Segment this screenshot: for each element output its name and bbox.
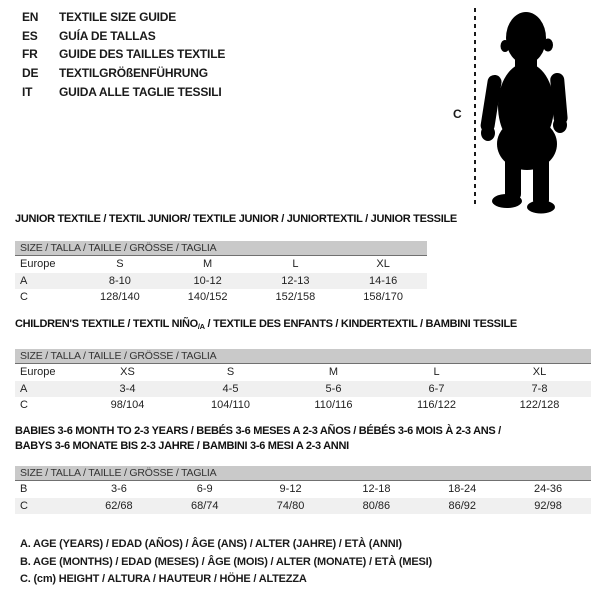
footnote-line: B. AGE (MONTHS) / EDAD (MESES) / ÂGE (MOIS) / ALTER (MONATE) / ETÀ (MESI) (20, 555, 432, 568)
height-measure-label: C (453, 107, 462, 121)
language-code: DE (22, 66, 39, 81)
size-cell: 3-6 (110, 483, 127, 496)
table-title (15, 424, 591, 454)
size-cell: 116/122 (417, 399, 456, 412)
size-cell: 8-10 (108, 274, 131, 287)
language-code: FR (22, 47, 38, 62)
size-cell: S (116, 258, 124, 271)
size-cell: 140/152 (187, 291, 228, 304)
table-row (15, 397, 591, 414)
row-label: A (20, 274, 28, 287)
table-row (15, 273, 427, 290)
size-cell: 5-6 (325, 382, 342, 395)
footnote-line: C. (cm) HEIGHT / ALTURA / HAUTEUR / HÖHE / ALTEZZA (20, 573, 307, 585)
babies-textile-table (15, 424, 591, 514)
row-label: A (20, 382, 28, 395)
table-title-segment: CHILDREN'S TEXTILE / TEXTIL NIÑO (15, 318, 198, 330)
row-label: Europe (20, 258, 56, 271)
baby-silhouette-icon (478, 5, 600, 215)
childrens-textile-table (15, 317, 591, 414)
size-cell: S (226, 366, 235, 379)
row-label: C (20, 399, 28, 412)
size-cell: XL (376, 258, 390, 271)
table-title-line (15, 439, 591, 454)
language-code: IT (22, 84, 33, 99)
size-cell: 128/140 (99, 291, 140, 304)
language-label: GUIDA ALLE TAGLIE TESSILI (59, 84, 222, 99)
legend-footnotes (20, 536, 432, 589)
table-title-line (15, 212, 457, 227)
language-code: ES (22, 28, 38, 43)
table-title-line (15, 424, 591, 439)
size-header-bar: SIZE / TALLA / TAILLE / GRÖSSE / TAGLIA (15, 466, 591, 481)
size-cell: L (292, 258, 299, 271)
row-label: Europe (20, 366, 56, 379)
row-label: C (20, 499, 28, 512)
size-cell: 12-13 (281, 274, 310, 287)
size-cell: 18-24 (448, 483, 477, 496)
size-cell: XS (120, 366, 135, 379)
table-title (15, 212, 457, 227)
size-cell: M (203, 258, 213, 271)
table-row (15, 498, 591, 515)
language-label: TEXTILE SIZE GUIDE (59, 10, 177, 25)
table-row (15, 381, 591, 398)
table-row (15, 256, 427, 273)
size-cell: 86/92 (448, 499, 476, 512)
row-label: B (20, 483, 28, 496)
size-cell: 122/128 (519, 399, 560, 412)
size-cell: 152/158 (275, 291, 316, 304)
junior-textile-table (15, 212, 457, 306)
size-cell: 98/104 (110, 399, 145, 412)
language-row (22, 27, 225, 46)
size-cell: 4-5 (222, 382, 239, 395)
size-cell: XL (532, 366, 547, 379)
size-cell: 7-8 (531, 382, 548, 395)
size-cell: 158/170 (363, 291, 403, 304)
footnote-line: A. AGE (YEARS) / EDAD (AÑOS) / ÂGE (ANS) / ALTER (JAHRE) / ETÀ (ANNI) (20, 538, 402, 550)
language-list (22, 8, 225, 101)
table-row (15, 364, 591, 381)
table-row (15, 481, 591, 498)
size-cell: 110/116 (314, 399, 353, 412)
size-cell: L (433, 366, 440, 379)
size-header-bar: SIZE / TALLA / TAILLE / GRÖSSE / TAGLIA (15, 241, 427, 256)
language-row (22, 64, 225, 83)
language-label: GUIDE DES TAILLES TEXTILE (59, 47, 226, 62)
table-title-segment: / TEXTILE DES ENFANTS / KINDERTEXTIL / BAMBINI TESSILE (204, 318, 517, 330)
language-row (22, 82, 225, 101)
size-cell: 14-16 (369, 274, 398, 287)
size-cell: 3-4 (119, 382, 136, 395)
table-title-line (15, 317, 591, 334)
size-cell: 74/80 (276, 499, 305, 512)
size-cell: M (328, 366, 339, 379)
size-cell: 62/68 (105, 499, 133, 512)
size-cell: 12-18 (362, 483, 391, 496)
language-row (22, 45, 225, 64)
table-title-segment: BABIES 3-6 MONTH TO 2-3 YEARS / BEBÉS 3-6 MESES A 2-3 AÑOS / BÉBÉS 3-6 MOIS À 2-3 ANS / (15, 425, 501, 437)
language-label: TEXTILGRÖßENFÜHRUNG (59, 66, 208, 81)
size-cell: 10-12 (193, 274, 222, 287)
language-code: EN (22, 10, 39, 25)
size-header-bar: SIZE / TALLA / TAILLE / GRÖSSE / TAGLIA (15, 349, 591, 364)
size-cell: 104/110 (211, 399, 250, 412)
size-cell: 80/86 (362, 499, 391, 512)
size-cell: 24-36 (533, 483, 563, 496)
size-cell: 68/74 (190, 499, 219, 512)
table-title-segment: BABYS 3-6 MONATE BIS 2-3 JAHRE / BAMBINI 3-6 MESI A 2-3 ANNI (15, 440, 349, 452)
table-title-segment: JUNIOR TEXTILE / TEXTIL JUNIOR/ TEXTILE JUNIOR / JUNIORTEXTIL / JUNIOR TESSILE (15, 213, 457, 225)
row-label: C (20, 291, 28, 304)
table-row (15, 289, 427, 306)
language-label: GUÍA DE TALLAS (59, 28, 156, 43)
height-measure-line (474, 8, 476, 208)
size-cell: 6-7 (428, 382, 445, 395)
size-cell: 9-12 (279, 483, 302, 496)
size-cell: 92/98 (534, 499, 562, 512)
size-cell: 6-9 (196, 483, 213, 496)
table-title-segment: /A (197, 322, 205, 331)
language-row (22, 8, 225, 27)
table-title (15, 317, 591, 334)
